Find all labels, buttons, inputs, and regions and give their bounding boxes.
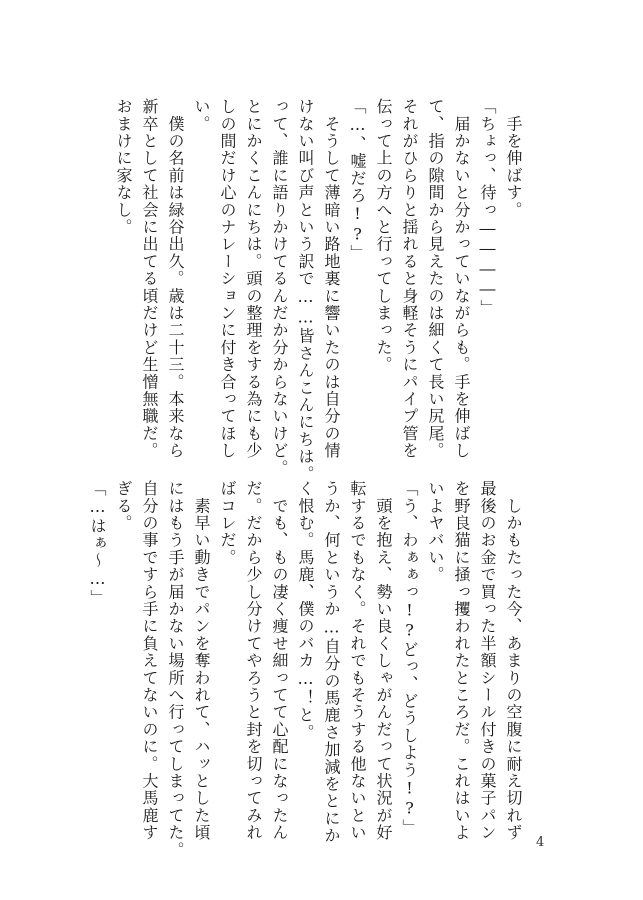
text-line: でも、もの凄く痩せ細ってて心配になったん xyxy=(270,480,289,842)
text-line: 新卒として社会に出てる頃だけど生憎無職だ。 xyxy=(140,98,159,460)
text-line: けない叫び声という訳で……皆さんこんにちは。 xyxy=(296,98,315,483)
text-line: とにかくこんにちは。頭の整理をする為にも少 xyxy=(244,98,263,460)
text-line: 「う、わぁぁっ!?どっ、どうしよう!?」 xyxy=(400,480,419,836)
lower-text-block xyxy=(84,480,526,860)
text-line: 素早い動きでパンを奪われて、ハッとした頃 xyxy=(192,480,211,842)
upper-text-block xyxy=(110,98,526,483)
text-line: 「ちょっ、待っ――――」 xyxy=(478,98,497,317)
text-line: 転するでもなく。それでもそうする他ないとい xyxy=(348,480,367,842)
text-line: 僕の名前は緑谷出久。歳は二十三。本来なら xyxy=(166,98,185,460)
text-line: く恨む。馬鹿、僕のバカ…！と。 xyxy=(296,480,315,741)
text-line: 頭を抱え、勢い良くしゃがんだって状況が好 xyxy=(374,480,393,842)
text-line: しかもたった今、あまりの空腹に耐え切れず xyxy=(504,480,523,842)
text-line: 「…はぁ～…」 xyxy=(88,480,107,607)
text-line: おまけに家なし。 xyxy=(114,98,133,236)
text-line: 届かないと分かっていながらも。手を伸ばし xyxy=(452,98,471,460)
text-line: ばコレだ。 xyxy=(218,480,237,566)
text-line: ぎる。 xyxy=(114,480,133,532)
page-number: 4 xyxy=(536,835,545,850)
text-line: って、誰に語りかけてるんだか分からないけど。 xyxy=(270,98,289,477)
text-line: だ。だから少し分けてやろうと封を切ってみれ xyxy=(244,480,263,842)
text-line: にはもう手が届かない場所へ行ってしまってた。 xyxy=(166,480,185,859)
text-line: 自分の事ですら手に負えてないのに。大馬鹿す xyxy=(140,480,159,842)
text-line: 「…、嘘だろ!?」 xyxy=(348,98,367,262)
text-line: うか、何というか…自分の馬鹿さ加減をとにか xyxy=(322,480,341,845)
text-line: 伝って上の方へと行ってしまった。 xyxy=(374,98,393,374)
text-line: 手を伸ばす。 xyxy=(504,98,523,219)
text-line: しの間だけ心のナレーションに付き合ってほし xyxy=(218,98,237,460)
text-line: それがひらりと揺れると身軽そうにパイプ管を xyxy=(400,98,419,460)
text-line: を野良猫に掻っ攫われたところだ。これはいよ xyxy=(452,480,471,842)
text-line: そうして薄暗い路地裏に響いたのは自分の情 xyxy=(322,98,341,460)
text-line: 最後のお金で買った半額シール付きの菓子パン xyxy=(478,480,497,842)
text-line: て、指の隙間から見えたのは細くて長い尻尾。 xyxy=(426,98,445,460)
text-line: いよヤバい。 xyxy=(426,480,445,584)
text-line: い。 xyxy=(192,98,211,133)
